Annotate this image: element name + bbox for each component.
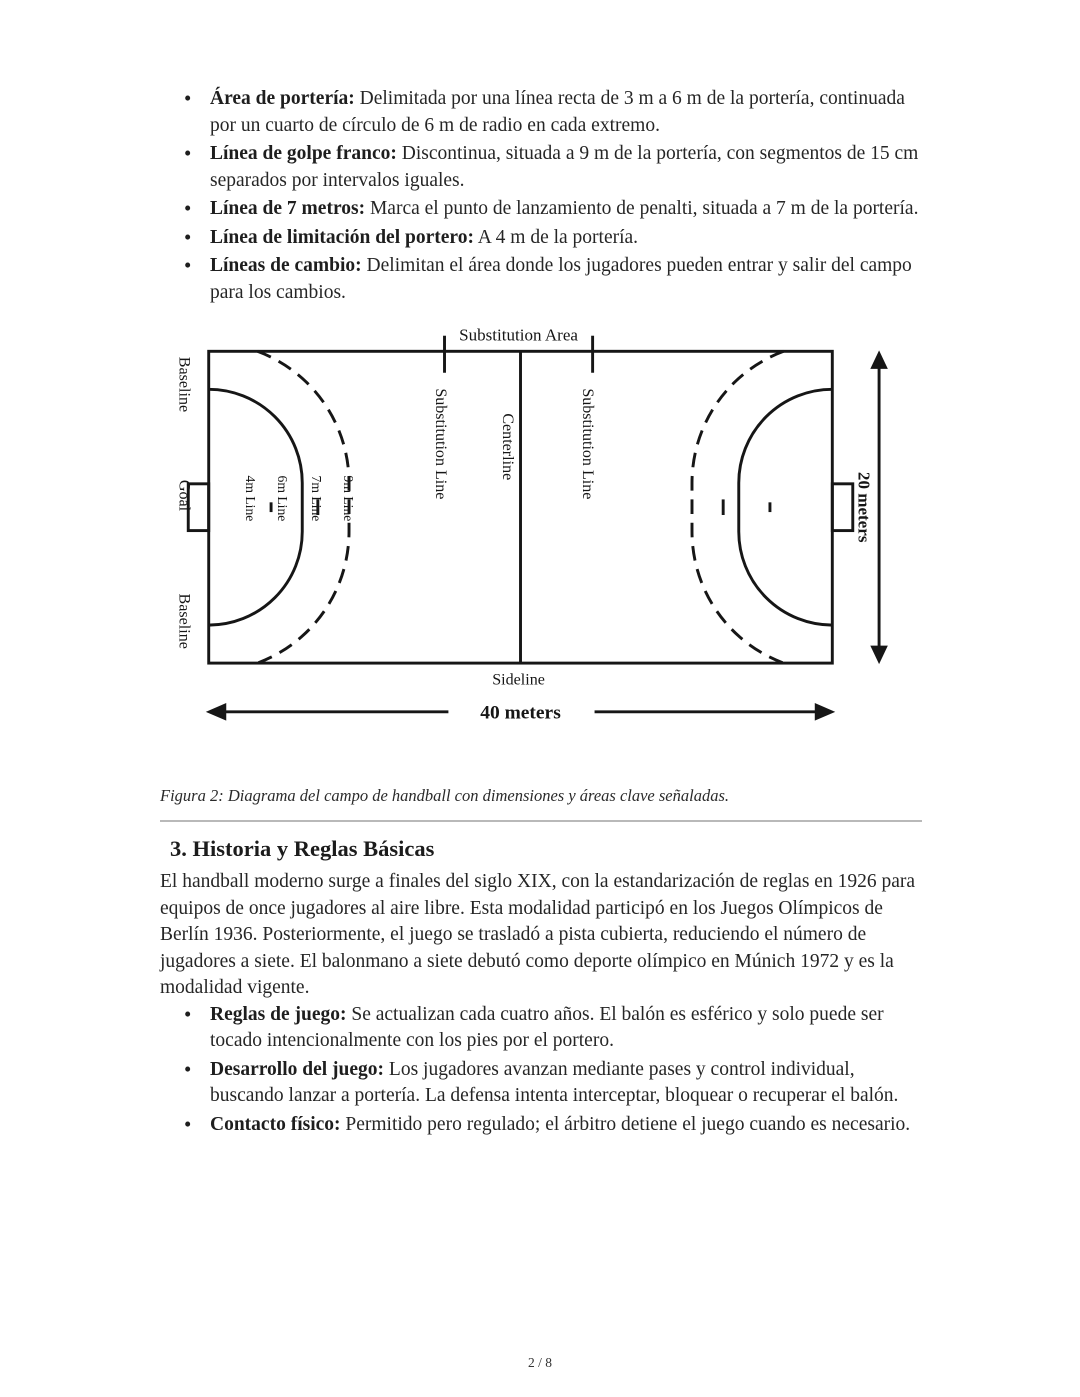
list-item <box>210 196 922 223</box>
list-item <box>210 225 922 252</box>
substitution-line-left-label: Substitution Line <box>431 388 449 500</box>
goal-area-6m-right <box>739 389 833 625</box>
width-dimension-label: 20 meters <box>854 471 874 543</box>
bullet-term: Línea de 7 metros: <box>210 198 366 219</box>
list-item <box>210 86 922 139</box>
bullet-term: Desarrollo del juego: <box>210 1058 385 1080</box>
arrow-right-icon <box>815 703 835 721</box>
line-7m-label: 7m Line <box>309 475 324 522</box>
substitution-line-right-label: Substitution Line <box>578 388 596 500</box>
line-4m-label: 4m Line <box>242 475 258 522</box>
bullet-desc: Discontinua, situada a 9 m de la portería, con segmentos de 15 cm separados por intervalos iguales. <box>210 143 919 191</box>
baseline-bottom-label: Baseline <box>175 593 193 649</box>
list-item <box>210 1057 922 1110</box>
substitution-area-label: Substitution Area <box>459 325 578 345</box>
bullet-term: Área de portería: <box>210 88 355 109</box>
list-item <box>210 141 922 194</box>
list-item <box>210 253 922 306</box>
rules-list <box>160 1002 922 1139</box>
bullet-term: Línea de golpe franco: <box>210 143 397 164</box>
bullet-desc: Delimitan el área donde los jugadores pueden entrar y salir del campo para los cambios. <box>210 255 912 303</box>
section-divider <box>160 820 922 822</box>
arrow-up-icon <box>870 350 888 369</box>
list-item <box>210 1112 922 1139</box>
history-paragraph: El handball moderno surge a finales del siglo XIX, con la estandarización de reglas en 1926 para equipos de once jugadores al aire libre. Esta modalidad participó en los Juegos Olímpicos de Berlín 1936. Posteriormente, el juego se trasladó a pista cubierta, reduciendo el número de jugadores a siete. El balonmano a siete debutó como deporte olímpico en Múnich 1972 y es la modalidad vigente. <box>160 871 916 998</box>
centerline-label: Centerline <box>498 413 516 481</box>
goal-label: Goal <box>175 479 193 512</box>
line-9m-label: 9m Line <box>341 475 357 522</box>
list-item <box>210 1002 922 1055</box>
bullet-desc: Permitido pero regulado; el árbitro detiene el juego cuando es necesario. <box>345 1113 911 1135</box>
length-dimension-label: 40 meters <box>480 702 561 724</box>
page-number: 2 / 8 <box>527 1355 552 1370</box>
arrow-down-icon <box>870 646 888 665</box>
figure-caption: Figura 2: Diagrama del campo de handball con dimensiones y áreas clave señaladas. <box>160 786 730 805</box>
bullet-desc: Los jugadores avanzan mediante pases y control individual, buscando lanzar a portería. La defensa intenta interceptar, bloquear o recuperar el balón. <box>210 1058 899 1106</box>
court-diagram <box>160 322 920 746</box>
arrow-left-icon <box>206 703 226 721</box>
bullet-term: Contacto físico: <box>210 1113 341 1135</box>
baseline-top-label: Baseline <box>175 356 193 413</box>
bullet-desc: Marca el punto de lanzamiento de penalti, situada a 7 m de la portería. <box>369 198 919 219</box>
goal-right <box>832 484 852 531</box>
bullet-term: Línea de limitación del portero: <box>210 226 474 248</box>
line-6m-label: 6m Line <box>274 475 290 522</box>
bullet-term: Reglas de juego: <box>210 1003 347 1025</box>
court-lines-list <box>160 86 922 306</box>
bullet-desc: A 4 m de la portería. <box>477 226 639 248</box>
bullet-desc: Delimitada por una línea recta de 3 m a 6 m de la portería, continuada por un cuarto de círculo de 6 m de radio en cada extremo. <box>210 88 905 136</box>
bullet-term: Líneas de cambio: <box>210 255 362 276</box>
section-heading: 3. Historia y Reglas Básicas <box>170 836 435 861</box>
handball-court-figure <box>160 322 922 806</box>
sideline-label: Sideline <box>492 671 545 689</box>
bullet-desc: Se actualizan cada cuatro años. El balón es esférico y solo puede ser tocado intencionalmente con los pies por el portero. <box>210 1003 884 1051</box>
